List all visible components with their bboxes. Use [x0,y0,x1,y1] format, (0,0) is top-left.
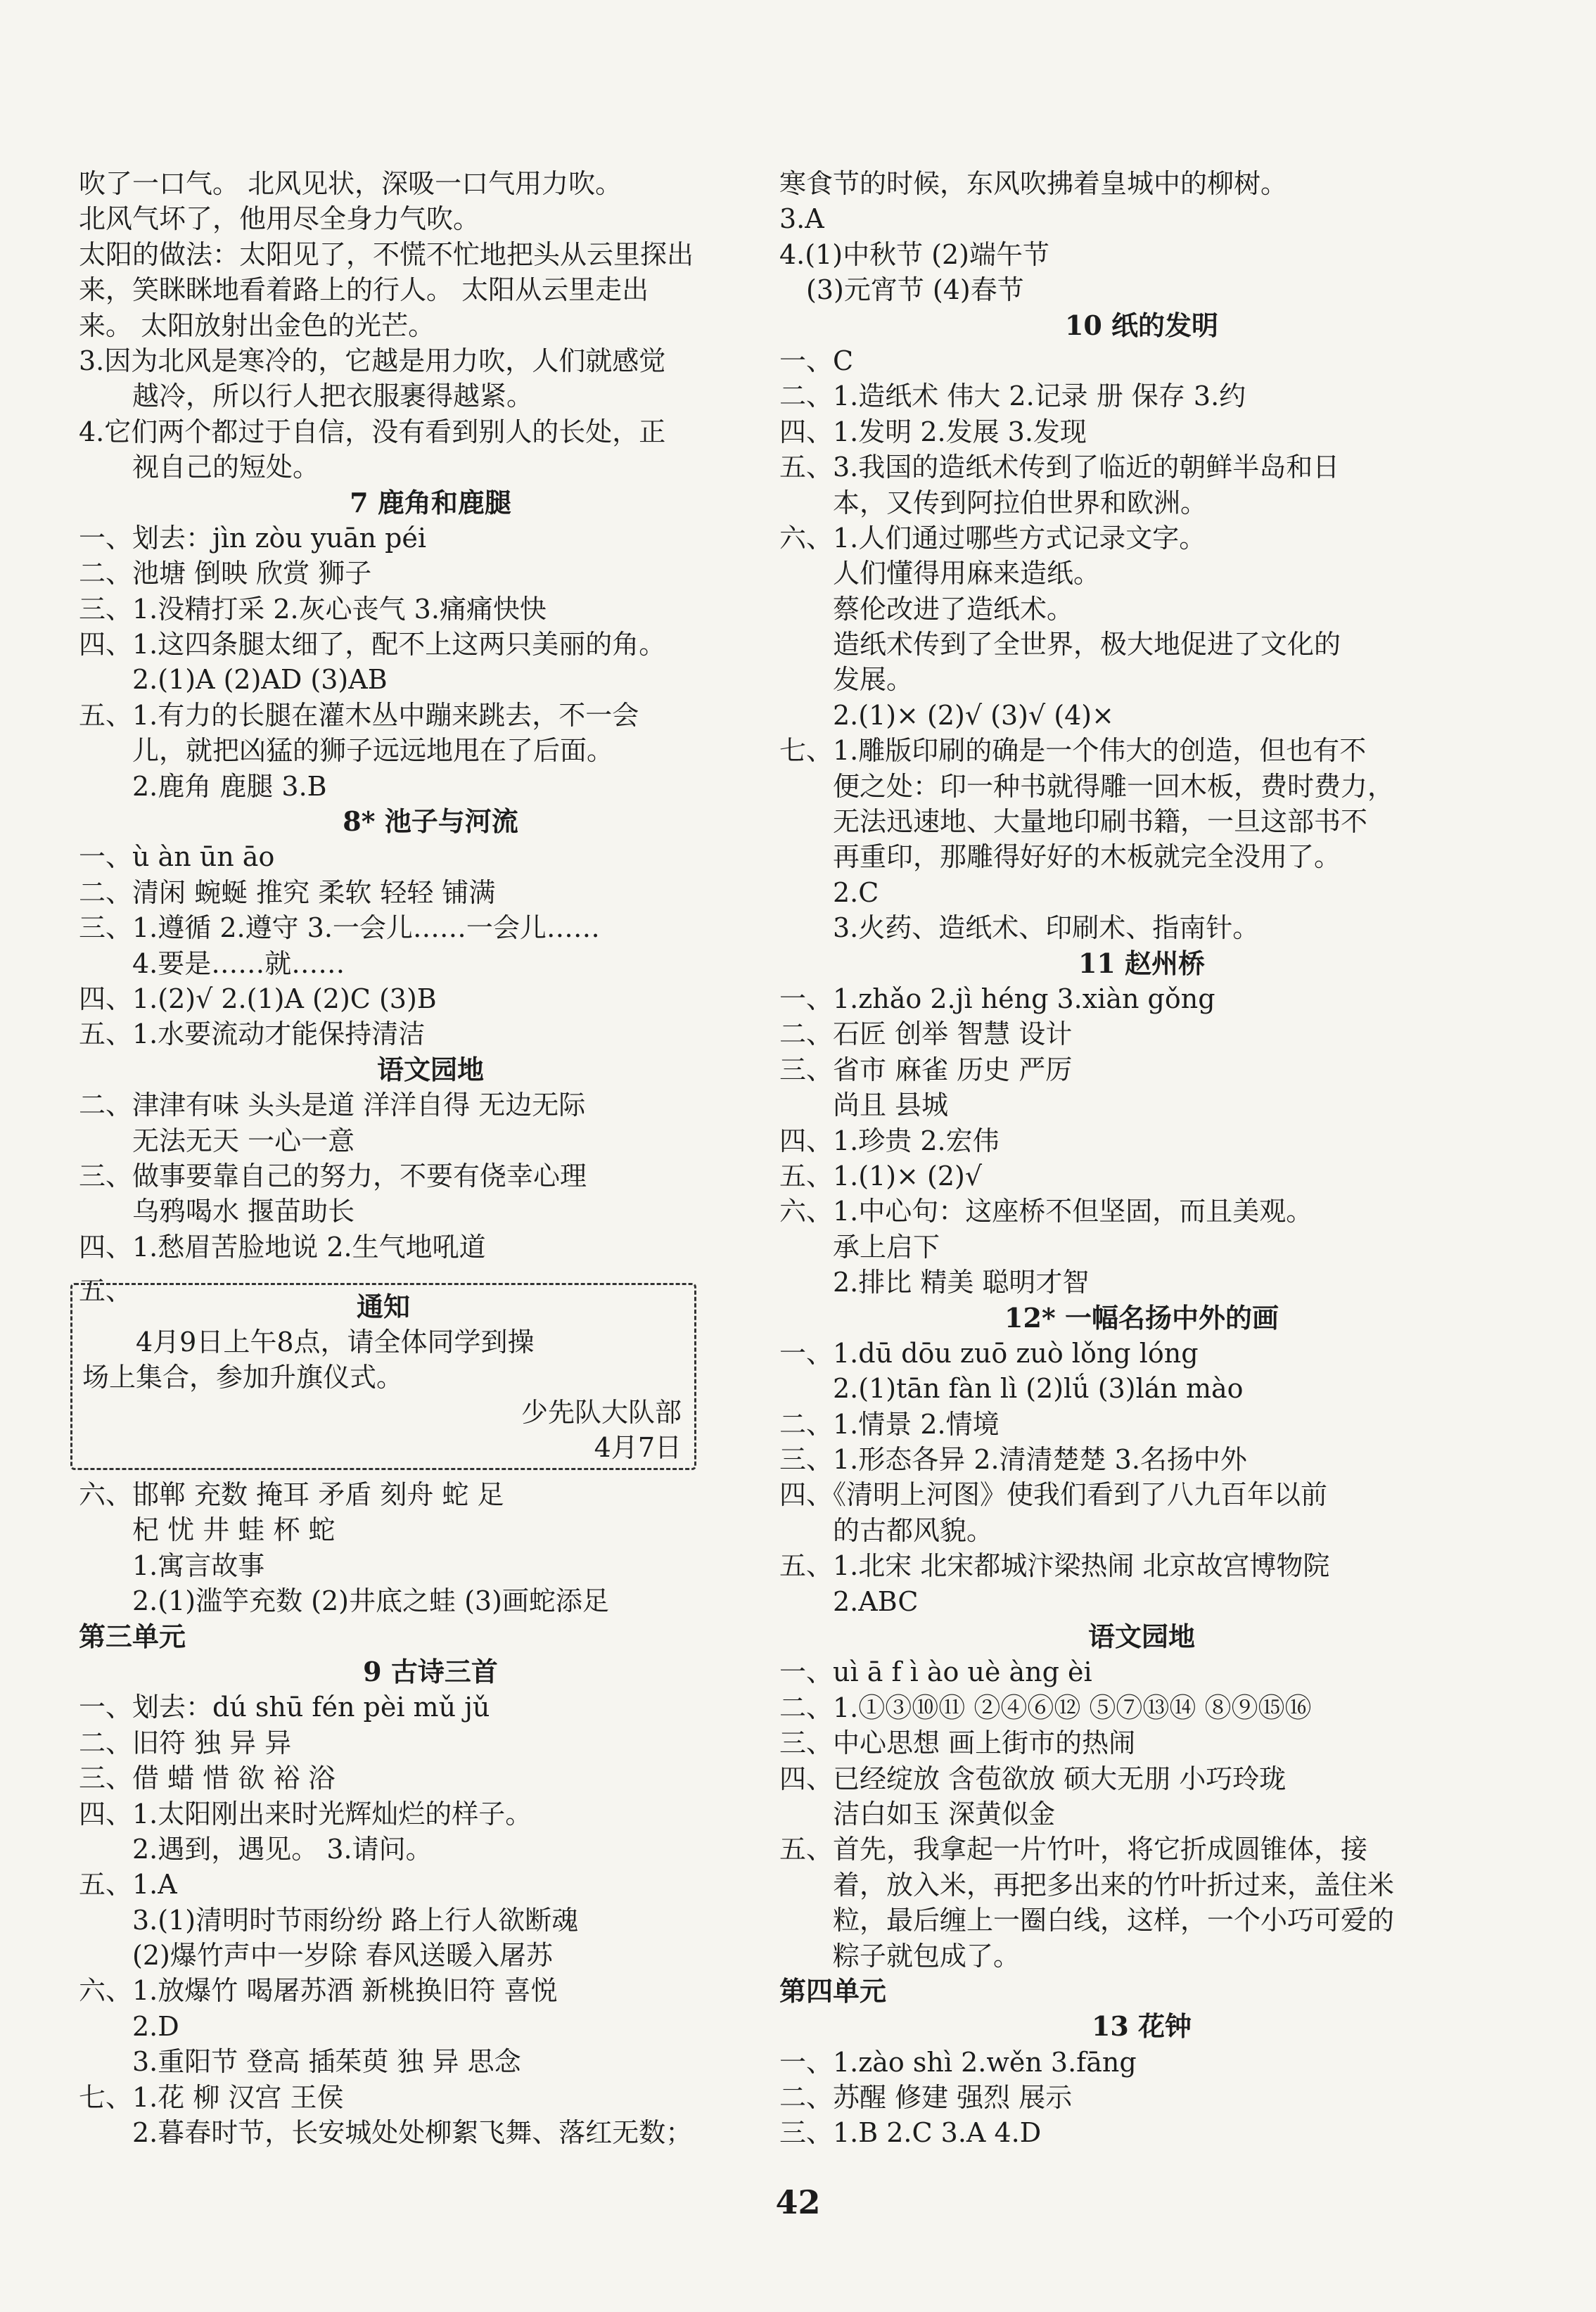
text-line: (2)爆竹声中一岁除 春风送暖入屠苏 [132,1940,553,1972]
left-column-lower [79,1477,782,2150]
text-line: 便之处：印一种书就得雕一回木板，费时费力， [833,770,1395,802]
text-line: 第三单元 [79,1620,186,1652]
text-line: 2.C [833,876,879,908]
text-line: 二、1.造纸术 伟大 2.记录 册 保存 3.约 [779,381,1246,412]
text-line: 四、1.这四条腿太细了，配不上这两只美丽的角。 [79,629,666,660]
text-line: 4.要是……就…… [132,947,345,979]
notice-sign: 少先队大队部 [521,1397,682,1428]
text-line: 人们懂得用麻来造纸。 [833,558,1101,589]
text-line: 吹了一口气。 北风见状，深吸一口气用力吹。 [79,168,623,199]
text-line: 五、1.(1)× (2)√ [779,1160,983,1192]
notice-body-1: 4月9日上午8点，请全体同学到操 [136,1327,535,1358]
text-line: 五、1.有力的长腿在灌木丛中蹦来跳去，不一会 [79,699,639,731]
text-line: 第四单元 [779,1974,887,2007]
text-line: 五、1.A [79,1869,177,1901]
text-line: 六、1.中心句：这座桥不但坚固，而且美观。 [779,1196,1313,1227]
text-line: 2.(1)tān fàn lì (2)lǘ (3)lán mào [833,1373,1244,1405]
notice-box [70,1283,696,1470]
right-column [779,166,1504,2151]
text-line: 蔡伦改进了造纸术。 [833,593,1074,625]
text-line: 造纸术传到了全世界，极大地促进了文化的 [833,629,1341,660]
text-line: 语文园地 [376,1053,484,1085]
text-line: 2.(1)× (2)√ (3)√ (4)× [833,699,1114,731]
text-line: 三、省市 麻雀 历史 严厉 [779,1054,1073,1085]
text-line: 三、借 蜡 惜 欲 裕 浴 [79,1763,336,1794]
text-line: 一、划去：dú shū fén pèi mǔ jǔ [79,1692,490,1723]
text-line: 尚且 县城 [833,1090,949,1121]
text-line: 2.排比 精美 聪明才智 [833,1267,1090,1298]
text-line: 越冷，所以行人把衣服裹得越紧。 [132,381,534,412]
text-line: 三、中心思想 画上街市的热闹 [779,1727,1136,1759]
text-line: 三、1.没精打采 2.灰心丧气 3.痛痛快快 [79,593,547,625]
page-number: 42 [775,2183,821,2221]
text-line: 一、1.zào shì 2.wěn 3.fāng [779,2046,1137,2078]
text-line: 四、1.发明 2.发展 3.发现 [779,416,1087,447]
text-line: 来。 太阳放射出金色的光芒。 [79,309,435,341]
text-line: 四、1.太阳刚出来时光辉灿烂的样子。 [79,1798,532,1829]
text-line: 无法无天 一心一意 [132,1125,355,1156]
text-line: 12* 一幅名扬中外的画 [1004,1301,1279,1334]
text-line: 3.火药、造纸术、印刷术、指南针。 [833,912,1260,944]
text-line: 8* 池子与河流 [343,805,518,838]
text-line: 3.因为北风是寒冷的，它越是用力吹，人们就感觉 [79,345,666,376]
text-line: 承上启下 [833,1231,940,1263]
text-line: 的古都风貌。 [833,1514,994,1546]
text-line: 二、1.①③⑩⑪ ②④⑥⑫ ⑤⑦⑬⑭ ⑧⑨⑮⑯ [779,1692,1312,1723]
text-line: 六、1.人们通过哪些方式记录文字。 [779,522,1206,554]
text-line: 9 古诗三首 [363,1655,498,1687]
text-line: 七、1.花 柳 汉宫 王侯 [79,2081,344,2113]
text-line: 六、邯郸 充数 掩耳 矛盾 刻舟 蛇 足 [79,1479,504,1510]
text-line: 六、1.放爆竹 喝屠苏酒 新桃换旧符 喜悦 [79,1975,558,2007]
text-line: 五、1.北宋 北宋都城汴梁热闹 北京故宫博物院 [779,1550,1330,1582]
text-line: 四、1.珍贵 2.宏伟 [779,1125,1000,1156]
text-line: 4.它们两个都过于自信，没有看到别人的长处，正 [79,416,666,447]
notice-title: 通知 [356,1291,410,1322]
notice-date: 4月7日 [594,1432,682,1463]
section-five-label: 五、 [79,1275,133,1306]
text-line: 2.(1)滥竽充数 (2)井底之蛙 (3)画蛇添足 [132,1585,609,1617]
text-line: 粽子就包成了。 [833,1940,1021,1972]
text-line: 二、苏醒 修建 强烈 展示 [779,2082,1073,2114]
text-line: 3.重阳节 登高 插茱萸 独 异 思念 [132,2046,521,2078]
text-line: 二、石匠 创举 智慧 设计 [779,1018,1073,1050]
text-line: 2.D [132,2010,179,2042]
notice-body-2: 场上集合，参加升旗仪式。 [82,1362,404,1393]
text-line: 儿，就把凶猛的狮子远远地甩在了后面。 [132,735,614,767]
text-line: 2.ABC [833,1585,919,1617]
text-line: 寒食节的时候，东风吹拂着皇城中的柳树。 [779,168,1288,199]
text-line: 五、1.水要流动才能保持清洁 [79,1018,426,1050]
text-line: 11 赵州桥 [1078,947,1206,979]
text-line: 一、C [779,345,854,376]
text-line: 四、《清明上河图》使我们看到了八九百年以前 [779,1479,1328,1511]
text-line: 粒，最后缠上一圈白线，这样，一个小巧可爱的 [833,1905,1395,1936]
left-column [79,166,782,1265]
text-line: 二、池塘 倒映 欣赏 狮子 [79,558,372,589]
text-line: 二、1.情景 2.情境 [779,1408,1000,1440]
text-line: 再重印，那雕得好好的木板就完全没用了。 [833,841,1341,873]
text-line: 三、1.遵循 2.遵守 3.一会儿……一会儿…… [79,912,600,944]
text-line: 一、1.dū dōu zuō zuò lǒng lóng [779,1337,1199,1369]
text-line: 本，又传到阿拉伯世界和欧洲。 [833,487,1208,518]
text-line: 发展。 [833,664,914,696]
text-line: 2.暮春时节，长安城处处柳絮飞舞、落红无数； [132,2117,693,2149]
text-line: 洁白如玉 深黄似金 [833,1798,1056,1829]
text-line: 一、uì ā f ì ào uè àng èi [779,1656,1092,1688]
text-line: 三、1.形态各异 2.清清楚楚 3.名扬中外 [779,1444,1247,1476]
text-line: 四、已经绽放 含苞欲放 硕大无朋 小巧玲珑 [779,1763,1287,1794]
text-line: 四、1.(2)√ 2.(1)A (2)C (3)B [79,983,437,1014]
text-line: 3.(1)清明时节雨纷纷 路上行人欲断魂 [132,1904,579,1936]
text-line: 杞 忧 井 蛙 杯 蛇 [132,1514,336,1546]
text-line: 1.寓言故事 [132,1550,265,1581]
text-line: 一、ù àn ūn āo [79,841,275,873]
text-line: 四、1.愁眉苦脸地说 2.生气地吼道 [79,1231,486,1263]
text-line: 2.(1)A (2)AD (3)AB [132,664,388,696]
text-line: 五、首先，我拿起一片竹叶，将它折成圆锥体，接 [779,1834,1368,1865]
text-line: 乌鸦喝水 揠苗助长 [132,1196,355,1227]
text-line: 2.遇到，遇见。 3.请问。 [132,1833,433,1865]
text-line: 一、划去：jìn zòu yuān péi [79,522,427,554]
text-line: 2.鹿角 鹿腿 3.B [132,770,327,802]
text-line: 10 纸的发明 [1064,309,1219,341]
text-line: 语文园地 [1087,1621,1195,1653]
text-line: 五、3.我国的造纸术传到了临近的朝鲜半岛和日 [779,452,1340,483]
text-line: 7 鹿角和鹿腿 [350,486,511,518]
text-line: 二、旧符 独 异 异 [79,1727,292,1758]
text-line: 4.(1)中秋节 (2)端午节 [779,238,1049,270]
text-line: 太阳的做法：太阳见了，不慌不忙地把头从云里探出 [79,238,694,270]
text-line: 视自己的短处。 [132,452,320,483]
text-line: 一、1.zhǎo 2.jì héng 3.xiàn gǒng [779,983,1215,1014]
text-line: 二、津津有味 头头是道 洋洋自得 无边无际 [79,1090,586,1121]
text-line: 无法迅速地、大量地印刷书籍，一旦这部书不 [833,806,1368,838]
text-line: 3.A [779,203,824,235]
text-line: 北风气坏了，他用尽全身力气吹。 [79,203,480,235]
text-line: 13 花钟 [1091,2010,1192,2043]
text-line: 七、1.雕版印刷的确是一个伟大的创造，但也有不 [779,735,1367,767]
text-line: 来，笑眯眯地看着路上的行人。 太阳从云里走出 [79,274,649,306]
text-line: 着，放入米，再把多出来的竹叶折过来，盖住米 [833,1869,1395,1901]
text-line: 三、1.B 2.C 3.A 4.D [779,2117,1042,2149]
text-line: 二、清闲 蜿蜒 推究 柔软 轻轻 铺满 [79,876,496,908]
text-line: 三、做事要靠自己的努力，不要有侥幸心理 [79,1160,587,1192]
text-line: (3)元宵节 (4)春节 [806,274,1024,306]
